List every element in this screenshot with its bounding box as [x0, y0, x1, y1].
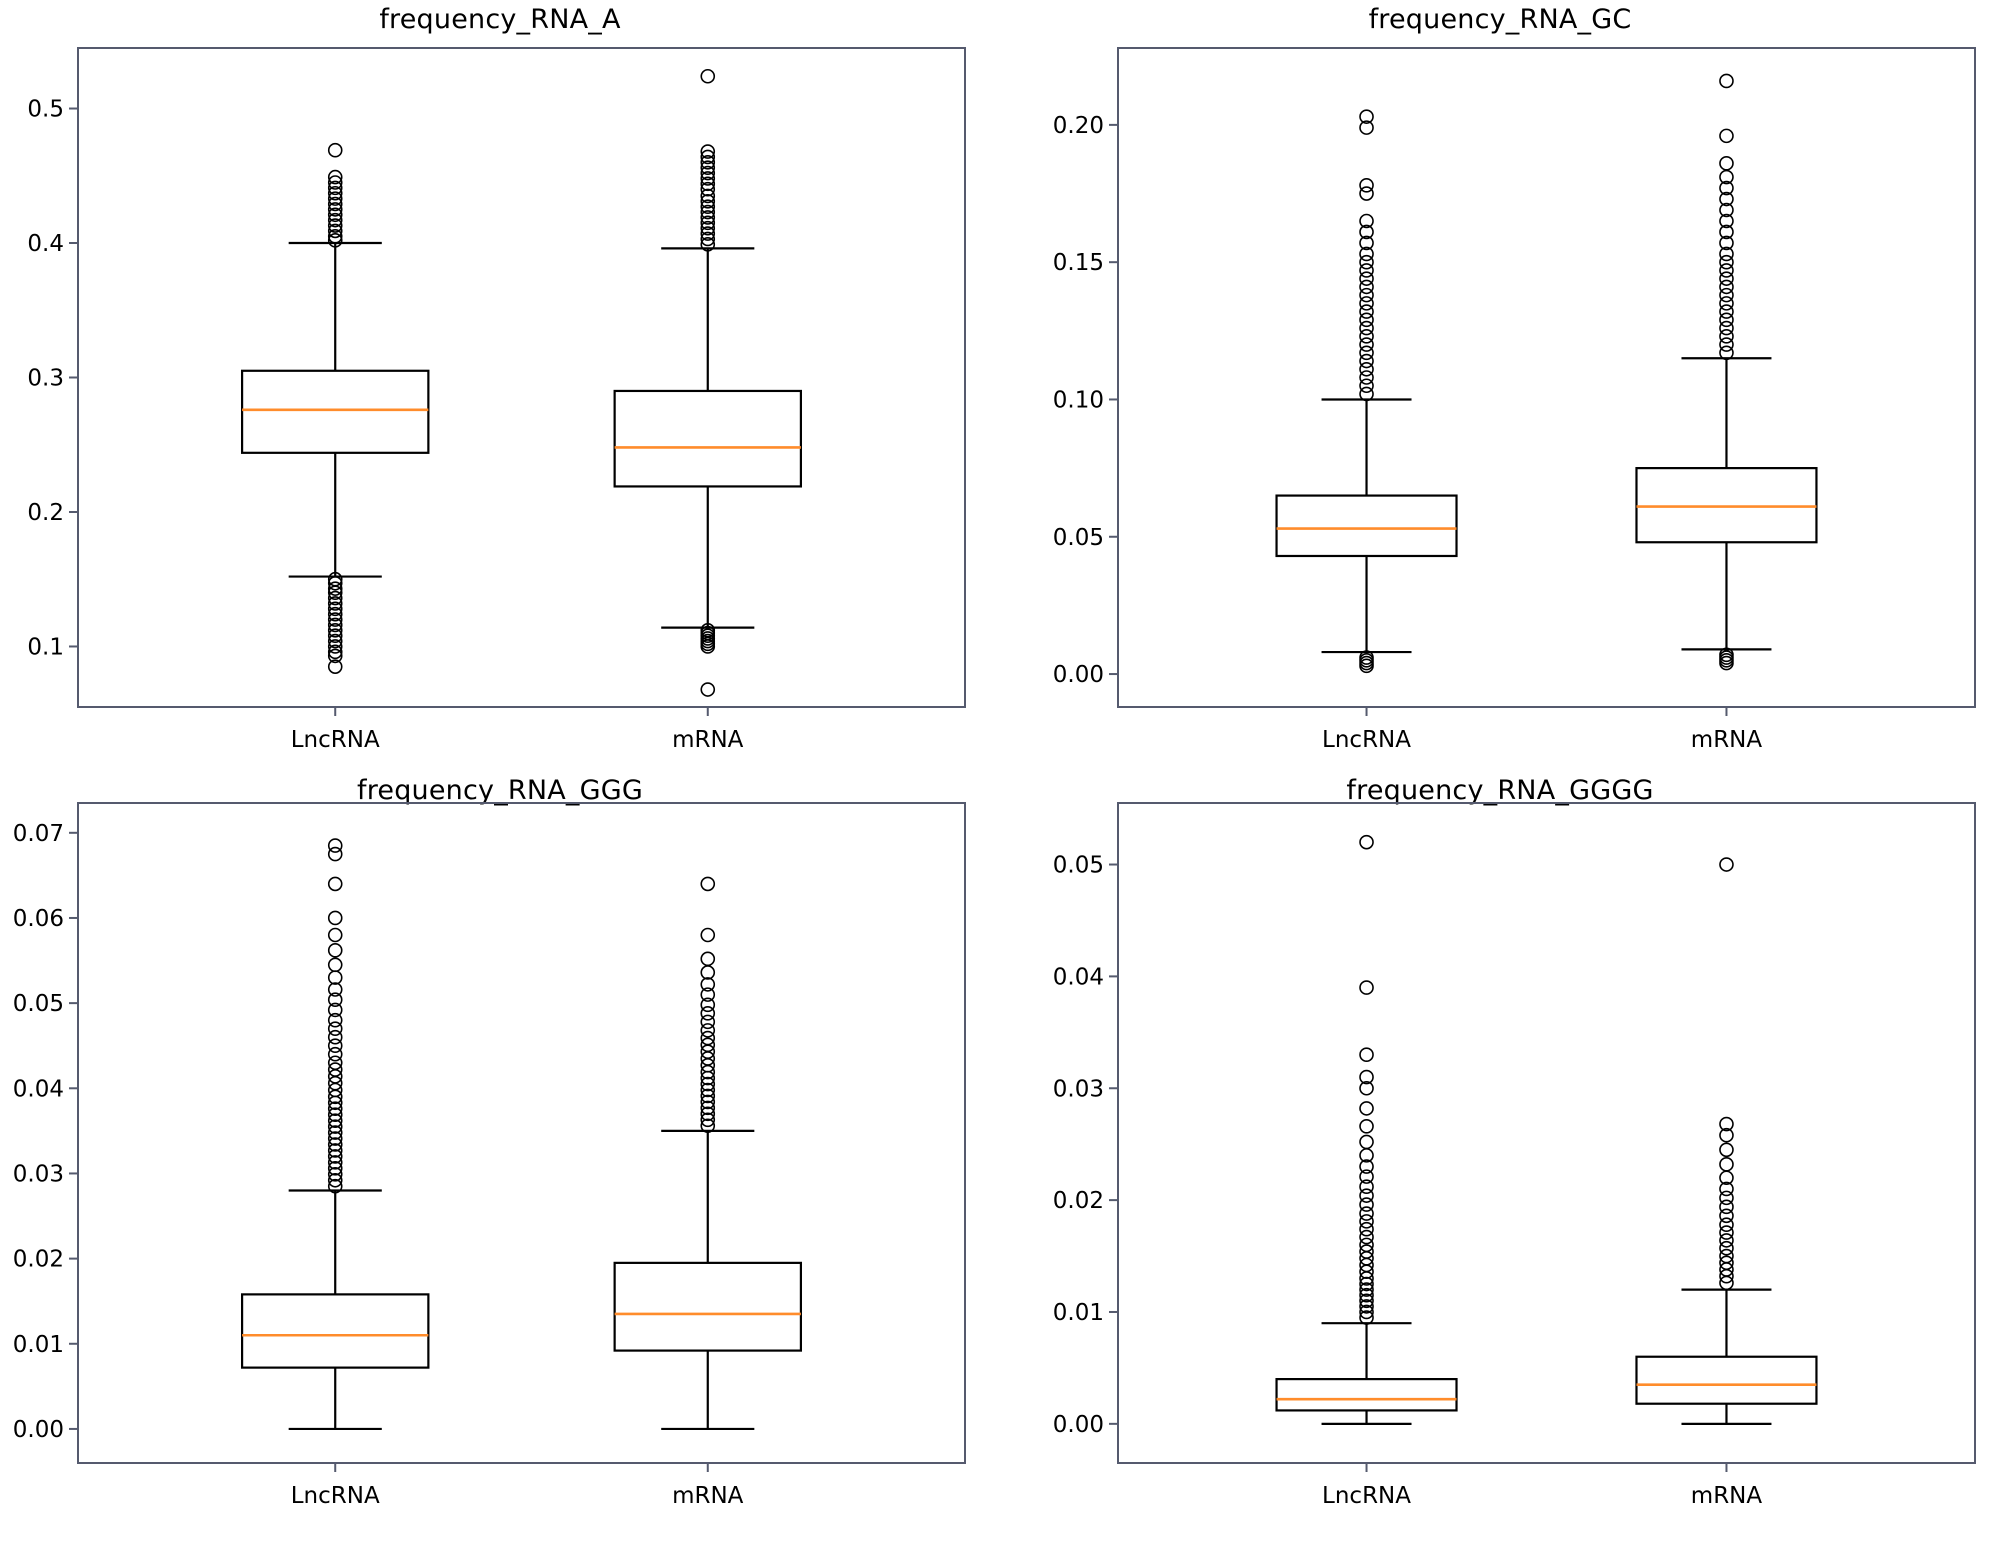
outlier-point	[701, 929, 714, 942]
y-tick-label: 0.15	[1052, 250, 1104, 277]
y-tick-label: 0.3	[27, 365, 64, 392]
y-tick-label: 0.01	[1052, 1299, 1104, 1326]
outlier-point	[701, 877, 714, 890]
y-tick-label: 0.03	[1052, 1076, 1104, 1103]
outlier-point	[329, 944, 342, 957]
outlier-point	[701, 70, 714, 83]
x-tick-label: LncRNA	[1322, 1483, 1412, 1509]
plot-area	[0, 0, 1000, 771]
outlier-point	[1360, 1231, 1373, 1244]
panel-title: frequency_RNA_GGGG	[1346, 775, 1654, 806]
x-tick-label: mRNA	[1690, 1483, 1763, 1509]
outlier-point	[1720, 1226, 1733, 1239]
y-tick-label: 0.00	[1052, 662, 1104, 689]
y-tick-label: 0.2	[27, 499, 64, 526]
y-tick-label: 0.02	[12, 1246, 64, 1273]
x-tick-label: LncRNA	[1322, 727, 1412, 753]
outlier-point	[1720, 1234, 1733, 1247]
outlier-point	[1720, 129, 1733, 142]
y-tick-label: 0.03	[12, 1161, 64, 1188]
y-tick-label: 0.1	[27, 634, 64, 661]
outlier-point	[1360, 1048, 1373, 1061]
plot-area	[0, 771, 1000, 1542]
y-tick-label: 0.04	[1052, 964, 1104, 991]
y-tick-label: 0.02	[1052, 1188, 1104, 1215]
x-tick-label: LncRNA	[290, 1483, 380, 1509]
outlier-point	[1720, 1143, 1733, 1156]
outlier-point	[1360, 179, 1373, 192]
outlier-point	[329, 958, 342, 971]
outlier-point	[329, 144, 342, 157]
y-tick-label: 0.20	[1052, 112, 1104, 139]
outlier-point	[701, 966, 714, 979]
outlier-point	[1720, 858, 1733, 871]
outlier-point	[1360, 1215, 1373, 1228]
outlier-point	[1720, 1242, 1733, 1255]
y-tick-label: 0.5	[27, 96, 64, 123]
y-tick-label: 0.04	[12, 1076, 64, 1103]
x-tick-label: mRNA	[1690, 727, 1763, 753]
y-tick-label: 0.06	[12, 905, 64, 932]
outlier-point	[701, 978, 714, 991]
boxplot-svg	[0, 0, 1000, 771]
plot-area	[1000, 0, 2000, 771]
outlier-point	[1720, 74, 1733, 87]
boxplot-svg	[1000, 0, 2000, 771]
y-tick-label: 0.05	[1052, 524, 1104, 551]
outlier-point	[329, 983, 342, 996]
outlier-point	[701, 683, 714, 696]
plot-area	[1000, 771, 2000, 1542]
y-tick-label: 0.10	[1052, 387, 1104, 414]
outlier-point	[1360, 981, 1373, 994]
boxplot-svg	[1000, 771, 2000, 1542]
panel-frequency-rna-ggg	[0, 771, 1000, 1542]
outlier-point	[701, 952, 714, 965]
outlier-point	[329, 971, 342, 984]
y-tick-label: 0.00	[1052, 1411, 1104, 1438]
outlier-point	[329, 877, 342, 890]
panel-frequency-rna-gggg	[1000, 771, 2000, 1542]
outlier-point	[1360, 1120, 1373, 1133]
outlier-point	[1360, 836, 1373, 849]
outlier-point	[1720, 1158, 1733, 1171]
outlier-point	[1360, 1102, 1373, 1115]
x-tick-label: mRNA	[672, 1483, 744, 1509]
outlier-point	[329, 929, 342, 942]
y-tick-label: 0.07	[12, 820, 64, 847]
outlier-point	[1360, 1223, 1373, 1236]
x-tick-label: mRNA	[672, 727, 744, 753]
y-tick-label: 0.05	[1052, 852, 1104, 879]
outlier-point	[1720, 157, 1733, 170]
boxplot-svg	[0, 771, 1000, 1542]
x-tick-label: LncRNA	[290, 727, 380, 753]
y-tick-label: 0.05	[12, 991, 64, 1018]
y-tick-label: 0.00	[12, 1416, 64, 1443]
panel-title: frequency_RNA_GC	[1368, 4, 1632, 35]
panel-title: frequency_RNA_A	[379, 4, 621, 35]
panel-frequency-rna-a	[0, 0, 1000, 771]
outlier-point	[329, 911, 342, 924]
outlier-point	[1360, 1135, 1373, 1148]
outlier-point	[329, 839, 342, 852]
y-tick-label: 0.01	[12, 1331, 64, 1358]
y-tick-label: 0.4	[27, 231, 64, 258]
panel-title: frequency_RNA_GGG	[356, 775, 644, 806]
panel-frequency-rna-gc	[1000, 0, 2000, 771]
